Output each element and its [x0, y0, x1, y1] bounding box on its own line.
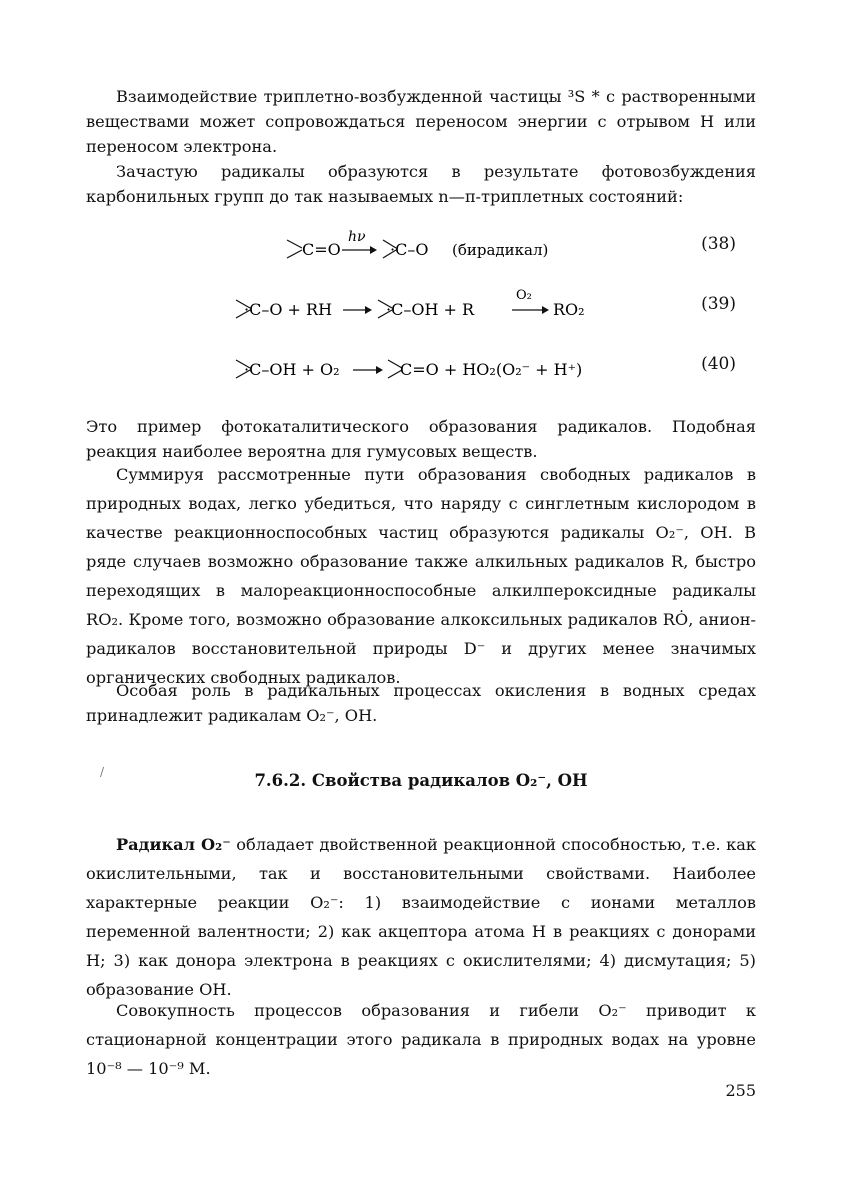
equation-40-formula [244, 348, 610, 388]
paragraph-lead-term: Радикал O₂⁻ [116, 835, 231, 854]
section-heading: 7.6.2. Свойства радикалов O₂⁻, OH [254, 771, 588, 790]
eq40-right: C=O + HO₂(O₂⁻ + H⁺) [400, 360, 583, 379]
page-number: 255 [725, 1081, 756, 1100]
eq40-left: ·C–OH + O₂ [244, 360, 340, 379]
eq38-left: C=O [302, 240, 341, 259]
paragraph-special-role: Особая роль в радикальных процессах окисления в водных средах принадлежит радикалам O₂⁻, OH. [86, 681, 756, 725]
equation-39-formula [244, 288, 610, 328]
document-page: Взаимодействие триплетно-возбужденной частицы ³S * с растворенными веществами может сопровождаться переносом энергии с отрывом Н или переносом электрона. Зачастую радикалы образуются в результате фотовозбуждения карбонильных групп до так называемых n—π-триплетных состояний: C=O hν ·C–O (бирадикал) (38) ·C–O + RH ·C–OH + R O₂ RO₂ (39) ·C–OH + O₂ C=O + HO₂(O₂⁻ + H⁺) (40) Это пример фотокаталитического образования радикалов. Подобная реакция наиболее вероятна для гумусовых веществ. Суммируя рассмотренные пути образования свободных радикалов в природных водах, легко убедиться, что наряду с синглетным кислородом в качестве реакционноспособных частиц образуются радикалы O₂⁻, OH. В ряде случаев возможно образование также алкильных радикалов R, быстро переходящих в малореакционноспособные алкилпероксидные радикалы RO₂. Кроме того, возможно образование алкоксильных радикалов RȮ, анион-радикалов восстановительной природы D⁻ и других менее значимых органических свободных радикалов. Особая роль в радикальных процессах окисления в водных средах принадлежит радикалам O₂⁻, OH. / 7.6.2. Свойства радикалов O₂⁻, OH Радикал O₂⁻ обладает двойственной реакционной способностью, т.е. как окислительными, так и восстановительными свойствами. Наиболее характерные реакции O₂⁻: 1) взаимодействие с ионами металлов переменной валентности; 2) как акцептора атома Н в реакциях с донорами Н; 3) как донора электрона в реакциях с окислителями; 4) дисмутация; 5) образование OH. Совокупность процессов образования и гибели O₂⁻ приводит к стационарной концентрации этого радикала в природных водах на уровне 10⁻⁸ — 10⁻⁹ М. 255 [0, 0, 842, 1187]
paragraph-carbonyl-excitation: Зачастую радикалы образуются в результате фотовозбуждения карбонильных групп до так называемых n—π-триплетных состояний: [86, 162, 756, 206]
paragraph-summary-radicals: Суммируя рассмотренные пути образования свободных радикалов в природных водах, легко убедиться, что наряду с синглетным кислородом в качестве реакционноспособных частиц образуются радикалы O₂⁻, OH. В ряде случаев возможно образование также алкильных радикалов R, быстро переходящих в малореакционноспособные алкилпероксидные радикалы RO₂. Кроме того, возможно образование алкоксильных радикалов RȮ, анион-радикалов восстановительной природы D⁻ и других менее значимых органических свободных радикалов. [86, 465, 756, 687]
equation-39 [244, 288, 736, 328]
paragraph-photocatalytic: Это пример фотокаталитического образования радикалов. Подобная реакция наиболее вероятна для гумусовых веществ. [86, 417, 756, 461]
paragraph-triplet-interaction: Взаимодействие триплетно-возбужденной частицы ³S * с растворенными веществами может сопровождаться переносом энергии с отрывом Н или переносом электрона. [86, 87, 756, 156]
eq39-left: ·C–O + RH [244, 300, 333, 319]
paragraph-stationary-concentration: Совокупность процессов образования и гибели O₂⁻ приводит к стационарной концентрации этого радикала в природных водах на уровне 10⁻⁸ — 10⁻⁹ М. [86, 1001, 756, 1078]
equation-38-number: (38) [701, 234, 736, 254]
eq39-middle: ·C–OH + R [386, 300, 475, 319]
eq38-note: (бирадикал) [452, 241, 549, 259]
equation-40-number: (40) [701, 354, 736, 374]
paragraph-o2-radical-body: обладает двойственной реакционной способностью, т.е. как окислительными, так и восстановительными свойствами. Наиболее характерные реакции O₂⁻: 1) взаимодействие с ионами металлов переменной валентности; 2) как акцептора атома Н в реакциях с донорами Н; 3) как донора электрона в реакциях с окислителями; 4) дисмутация; 5) образование OH. [86, 835, 757, 999]
eq38-arrow-label: hν [348, 229, 366, 245]
eq39-right: RO₂ [553, 300, 585, 319]
paragraph-o2-radical [86, 830, 756, 1004]
equation-38 [250, 228, 736, 268]
equation-40 [244, 348, 736, 388]
eq38-right: ·C–O [390, 240, 429, 259]
equation-38-formula [250, 228, 570, 268]
eq39-arrow-label: O₂ [516, 288, 532, 303]
equation-39-number: (39) [701, 294, 736, 314]
